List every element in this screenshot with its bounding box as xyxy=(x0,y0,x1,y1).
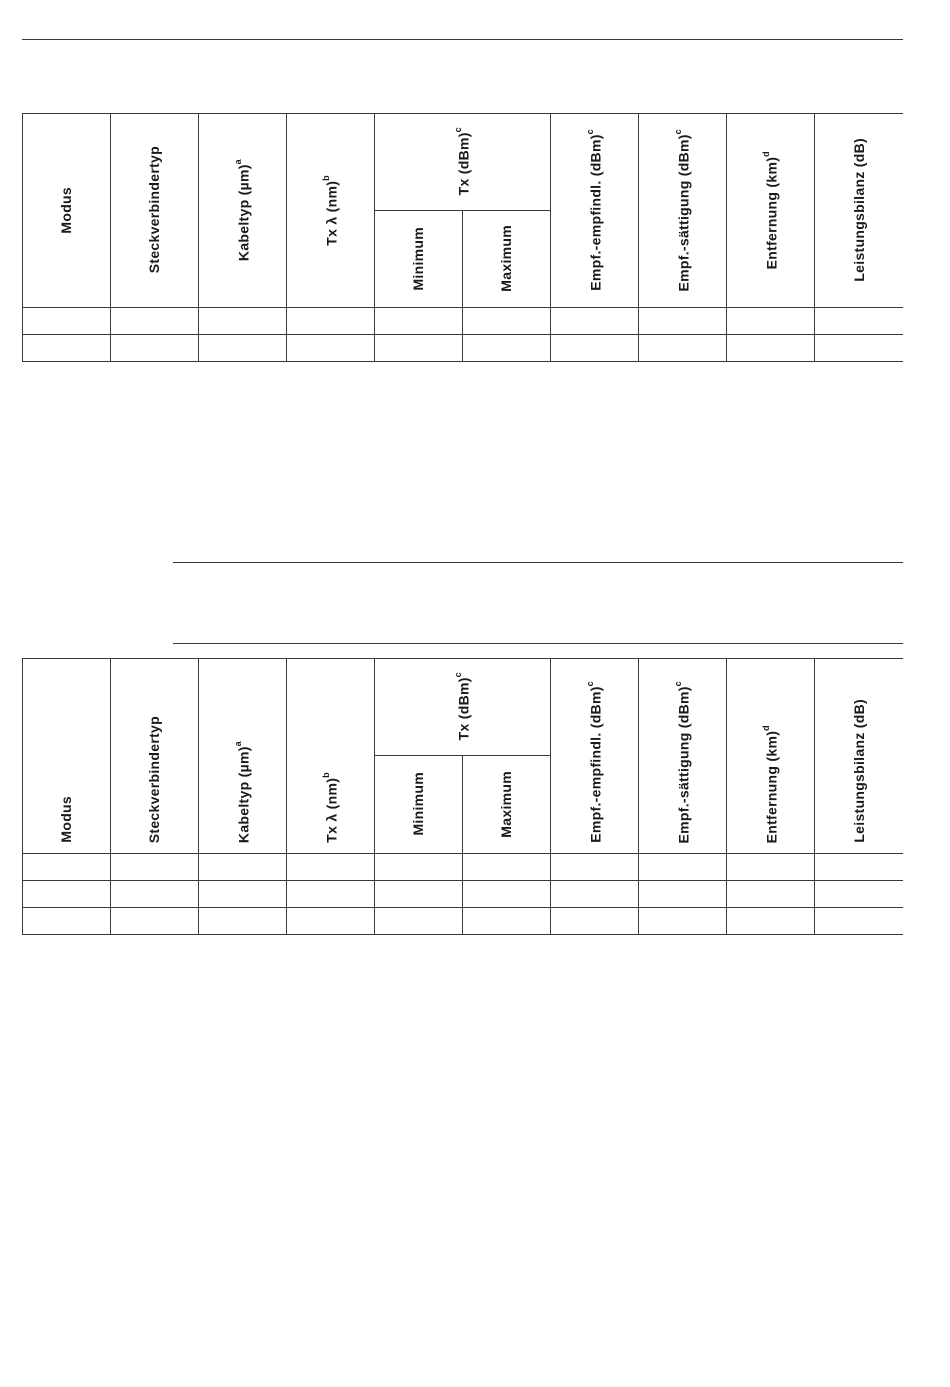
table-cell xyxy=(462,334,550,361)
header-distance-label: Entfernung (km) xyxy=(763,156,780,270)
header-tx-min xyxy=(374,755,462,853)
header-mode-label: Modus xyxy=(58,186,74,234)
table-cell xyxy=(726,907,814,934)
table-cell xyxy=(550,853,638,880)
table-cell xyxy=(110,307,198,334)
header-rx-sensitivity-label: Empf.-empfindl. (dBm) xyxy=(587,686,604,843)
header-power-budget xyxy=(814,113,903,307)
footnote-marker: b xyxy=(320,772,331,779)
header-rx-sensitivity-label: Empf.-empfindl. (dBm) xyxy=(587,134,604,291)
table-cell xyxy=(550,307,638,334)
table-cell xyxy=(374,853,462,880)
header-tx-lambda-label: Tx λ (nm) xyxy=(323,180,340,246)
table-cell xyxy=(110,853,198,880)
table-cell xyxy=(286,334,374,361)
header-rx-sensitivity xyxy=(550,113,638,307)
table-cell xyxy=(22,334,110,361)
caption-rule-bottom xyxy=(173,643,903,644)
table-cell xyxy=(22,853,110,880)
table-cell xyxy=(110,334,198,361)
header-connector-label: Steckverbindertyp xyxy=(146,715,162,843)
table-cell xyxy=(110,907,198,934)
table-border-bottom xyxy=(22,361,903,362)
table-cell xyxy=(286,907,374,934)
table-cell xyxy=(638,307,726,334)
table-cell xyxy=(462,307,550,334)
header-tx-dbm-label: Tx (dBm) xyxy=(455,677,472,741)
table-cell xyxy=(198,880,286,907)
table-cell xyxy=(726,880,814,907)
table-cell xyxy=(814,853,903,880)
header-tx-max-label: Maximum xyxy=(498,770,514,838)
header-tx-min-label: Minimum xyxy=(410,226,426,291)
header-rx-saturation-label: Empf.-sättigung (dBm) xyxy=(675,685,692,843)
table-cell xyxy=(550,880,638,907)
table-cell xyxy=(814,307,903,334)
table-cell xyxy=(374,334,462,361)
header-tx-lambda-label: Tx λ (nm) xyxy=(323,778,340,843)
table-cell xyxy=(462,853,550,880)
header-tx-dbm xyxy=(374,658,550,755)
header-cable-label: Kabeltyp (µm) xyxy=(235,164,252,262)
header-power-budget-label: Leistungsbilanz (dB) xyxy=(850,138,867,282)
caption-rule-top xyxy=(173,562,903,563)
header-tx-max xyxy=(462,210,550,307)
table-cell xyxy=(374,880,462,907)
header-tx-dbm-label: Tx (dBm) xyxy=(455,132,472,196)
table-cell xyxy=(198,853,286,880)
table-cell xyxy=(726,307,814,334)
table-cell xyxy=(22,307,110,334)
header-mode xyxy=(22,658,110,853)
header-cable xyxy=(198,113,286,307)
table-cell xyxy=(638,853,726,880)
table-cell xyxy=(286,307,374,334)
header-connector-label: Steckverbindertyp xyxy=(146,146,162,274)
header-cable-label: Kabeltyp (µm) xyxy=(235,746,252,843)
header-rx-sensitivity xyxy=(550,658,638,853)
header-mode-label: Modus xyxy=(58,796,74,843)
table-cell xyxy=(462,907,550,934)
header-rx-saturation-label: Empf.-sättigung (dBm) xyxy=(675,134,692,292)
table-cell xyxy=(638,907,726,934)
table-cell xyxy=(110,880,198,907)
header-tx-max xyxy=(462,755,550,853)
header-connector xyxy=(110,658,198,853)
footnote-marker: b xyxy=(320,174,331,181)
header-tx-dbm xyxy=(374,113,550,210)
header-tx-min-label: Minimum xyxy=(410,772,426,836)
footnote-marker: a xyxy=(232,740,243,747)
footnote-marker: c xyxy=(584,129,595,135)
table-cell xyxy=(286,853,374,880)
header-mode xyxy=(22,113,110,307)
table-cell xyxy=(198,907,286,934)
table-cell xyxy=(638,880,726,907)
footnote-marker: d xyxy=(760,724,771,731)
table-cell xyxy=(198,334,286,361)
header-power-budget xyxy=(814,658,903,853)
footnote-marker: a xyxy=(232,158,243,165)
table-cell xyxy=(286,880,374,907)
table-cell xyxy=(550,334,638,361)
footnote-marker: c xyxy=(452,127,463,133)
table-cell xyxy=(374,907,462,934)
header-tx-max-label: Maximum xyxy=(498,225,514,292)
table-cell xyxy=(726,334,814,361)
table-cell xyxy=(462,880,550,907)
table-cell xyxy=(22,907,110,934)
top-divider xyxy=(22,39,903,40)
footnote-marker: c xyxy=(452,672,463,678)
table-cell xyxy=(22,880,110,907)
table-cell xyxy=(638,334,726,361)
footnote-marker: d xyxy=(760,150,771,157)
table-cell xyxy=(374,307,462,334)
footnote-marker: c xyxy=(584,681,595,687)
header-power-budget-label: Leistungsbilanz (dB) xyxy=(850,699,867,843)
table-cell xyxy=(814,880,903,907)
header-connector xyxy=(110,113,198,307)
table-cell xyxy=(198,307,286,334)
header-tx-lambda xyxy=(286,658,374,853)
header-tx-min xyxy=(374,210,462,307)
footnote-marker: c xyxy=(672,128,683,135)
header-rx-saturation xyxy=(638,113,726,307)
header-distance-label: Entfernung (km) xyxy=(763,730,780,843)
table-cell xyxy=(814,334,903,361)
header-distance xyxy=(726,658,814,853)
table-cell xyxy=(726,853,814,880)
header-rx-saturation xyxy=(638,658,726,853)
header-tx-lambda xyxy=(286,113,374,307)
table-border-bottom xyxy=(22,934,903,935)
footnote-marker: c xyxy=(672,680,683,686)
header-cable xyxy=(198,658,286,853)
table-cell xyxy=(550,907,638,934)
table-cell xyxy=(814,907,903,934)
header-distance xyxy=(726,113,814,307)
